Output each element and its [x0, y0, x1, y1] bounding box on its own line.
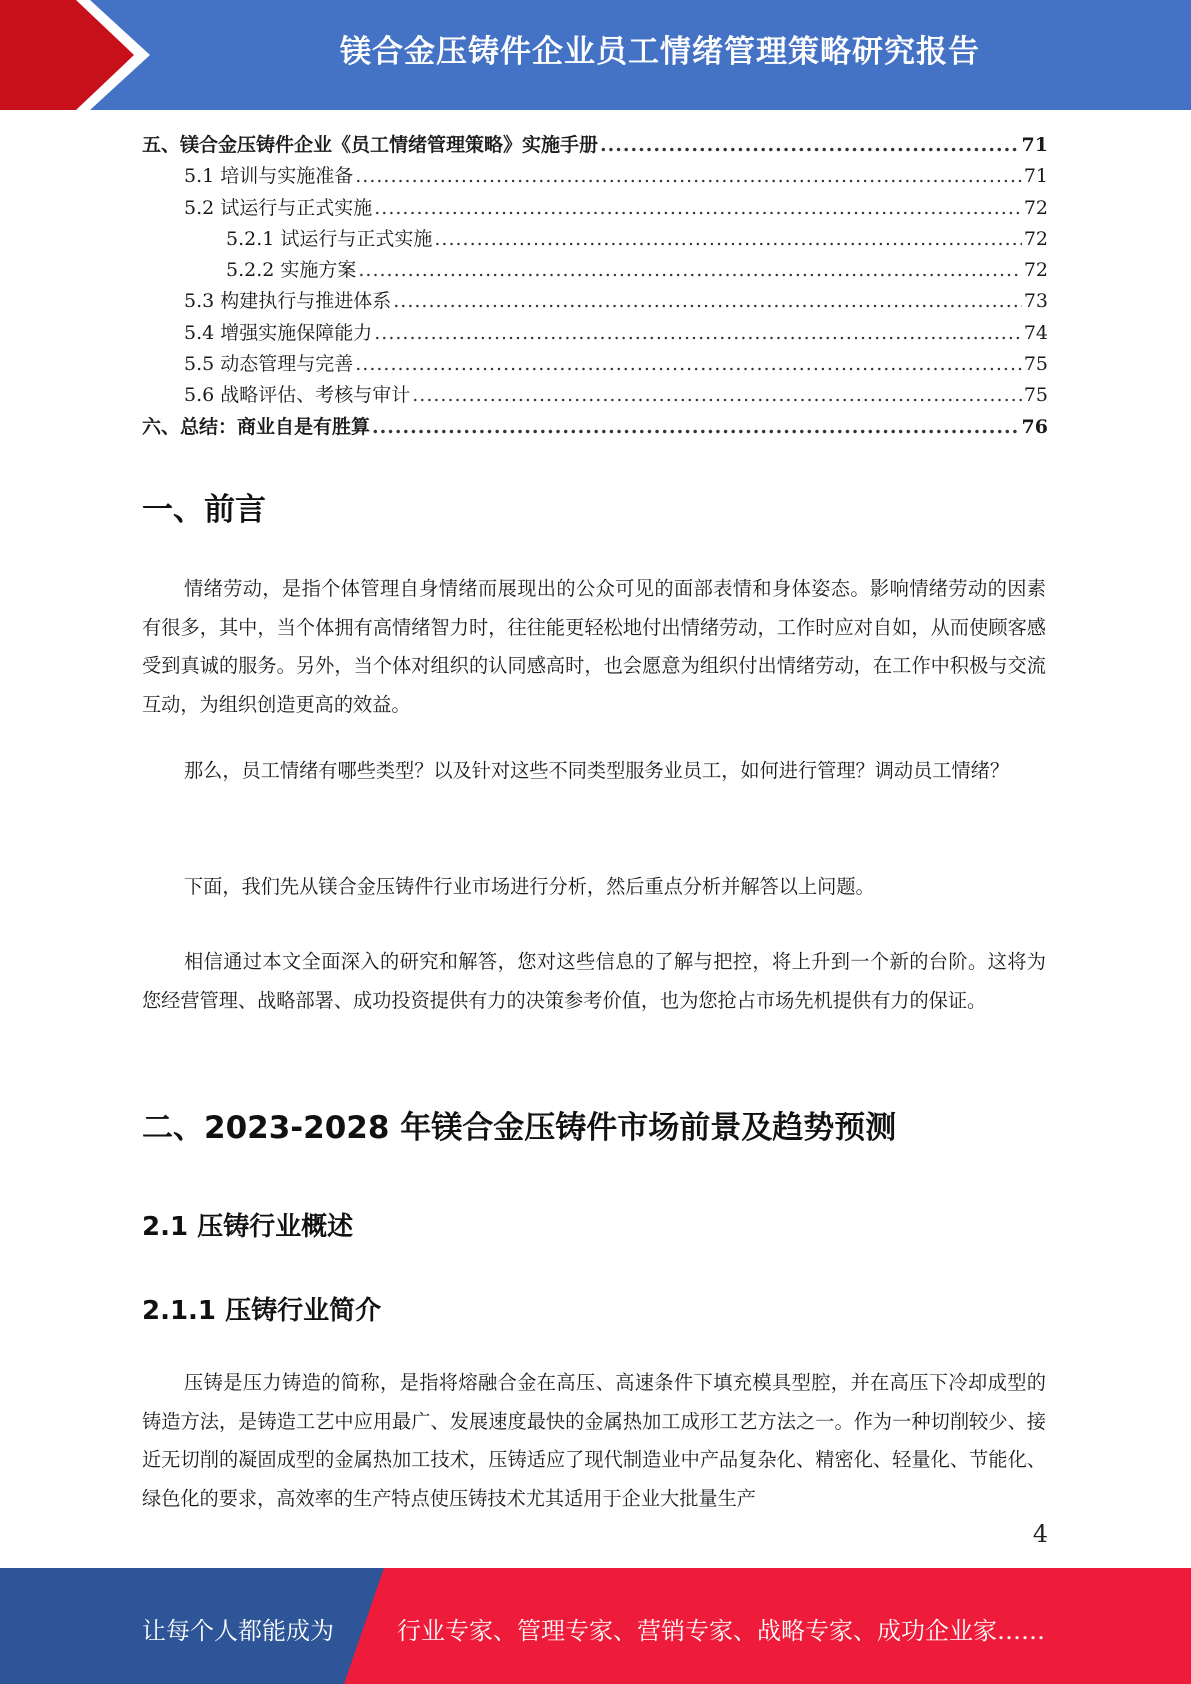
toc-entry-label: 5.2.2 实施方案 — [226, 259, 357, 282]
toc-dot-leader — [355, 165, 1022, 187]
toc-entry-label: 五、镁合金压铸件企业《员工情绪管理策略》实施手册 — [142, 134, 599, 156]
toc-dot-leader — [374, 322, 1022, 344]
toc-dot-leader — [393, 290, 1022, 312]
toc-entry-label: 5.2 试运行与正式实施 — [184, 196, 373, 219]
toc-entry[interactable] — [142, 255, 1048, 286]
toc-entry[interactable] — [142, 318, 1048, 349]
toc-entry-page: 71 — [1021, 134, 1048, 156]
page-number: 4 — [1032, 1520, 1048, 1548]
toc-entry-label: 5.2.1 试运行与正式实施 — [226, 227, 433, 250]
toc-entry[interactable] — [142, 161, 1048, 192]
table-of-contents — [142, 130, 1048, 443]
toc-entry-page: 76 — [1021, 415, 1048, 438]
toc-entry[interactable] — [142, 349, 1048, 380]
toc-entry-page: 74 — [1023, 321, 1048, 344]
toc-entry-label: 5.4 增强实施保障能力 — [184, 321, 373, 344]
toc-dot-leader — [358, 259, 1021, 281]
toc-entry-page: 75 — [1023, 353, 1048, 376]
toc-entry[interactable] — [142, 224, 1048, 255]
report-title: 镁合金压铸件企业员工情绪管理策略研究报告 — [340, 34, 980, 70]
toc-entry-label: 5.3 构建执行与推进体系 — [184, 290, 392, 313]
toc-entry-page: 72 — [1023, 196, 1048, 219]
paragraph: 压铸是压力铸造的简称，是指将熔融合金在高压、高速条件下填充模具型腔，并在高压下冷却成型的铸造方法，是铸造工艺中应用最广、发展速度最快的金属热加工成形工艺方法之一。作为一种切削较少、接近无切削的凝固成型的金属热加工技术，压铸适应了现代制造业中产品复杂化、精密化、轻量化、节能化、绿色化的要求，高效率的生产特点使压铸技术尤其适用于企业大批量生产 — [142, 1371, 1046, 1510]
toc-dot-leader — [372, 416, 1020, 438]
paragraph: 相信通过本文全面深入的研究和解答，您对这些信息的了解与把控，将上升到一个新的台阶。这将为您经营管理、战略部署、成功投资提供有力的决策参考价值，也为您抢占市场先机提供有力的保证。 — [142, 950, 1046, 1012]
toc-entry[interactable] — [142, 286, 1048, 317]
page-header — [0, 0, 1191, 110]
footer-slogan-right: 行业专家、管理专家、营销专家、战略专家、成功企业家…… — [397, 1617, 1045, 1645]
paragraph: 下面，我们先从镁合金压铸件行业市场进行分析，然后重点分析并解答以上问题。 — [184, 875, 875, 898]
toc-dot-leader — [600, 134, 1020, 156]
toc-entry[interactable] — [142, 193, 1048, 224]
toc-dot-leader — [374, 197, 1022, 219]
toc-entry[interactable] — [142, 412, 1048, 443]
footer-slogan-left: 让每个人都能成为 — [142, 1617, 334, 1645]
toc-entry-page: 72 — [1023, 227, 1048, 250]
toc-entry-label: 5.1 培训与实施准备 — [184, 165, 354, 188]
toc-entry-label: 5.6 战略评估、考核与审计 — [184, 384, 411, 407]
toc-dot-leader — [412, 384, 1022, 406]
subsection-heading: 2.1 压铸行业概述 — [142, 1212, 354, 1242]
toc-entry-page: 75 — [1023, 384, 1048, 407]
subsubsection-heading: 2.1.1 压铸行业简介 — [142, 1296, 382, 1326]
toc-entry-label: 六、总结：商业自是有胜算 — [142, 415, 371, 438]
section-heading-preface: 一、前言 — [142, 492, 266, 528]
page-footer — [0, 1568, 1191, 1684]
toc-dot-leader — [355, 353, 1022, 375]
toc-entry[interactable] — [142, 380, 1048, 411]
toc-entry[interactable] — [142, 130, 1048, 161]
toc-dot-leader — [434, 228, 1021, 250]
toc-entry-page: 71 — [1023, 165, 1048, 188]
toc-entry-page: 73 — [1023, 290, 1048, 313]
section-heading-market-forecast: 二、2023-2028 年镁合金压铸件市场前景及趋势预测 — [142, 1110, 897, 1146]
toc-entry-label: 5.5 动态管理与完善 — [184, 353, 354, 376]
paragraph: 那么，员工情绪有哪些类型？以及针对这些不同类型服务业员工，如何进行管理？调动员工情绪？ — [184, 759, 1010, 782]
toc-entry-page: 72 — [1023, 259, 1048, 282]
paragraph: 情绪劳动，是指个体管理自身情绪而展现出的公众可见的面部表情和身体姿态。影响情绪劳动的因素有很多，其中，当个体拥有高情绪智力时，往往能更轻松地付出情绪劳动，工作时应对自如，从而使顾客感受到真诚的服务。另外，当个体对组织的认同感高时，也会愿意为组织付出情绪劳动，在工作中积极与交流互动，为组织创造更高的效益。 — [142, 577, 1046, 716]
